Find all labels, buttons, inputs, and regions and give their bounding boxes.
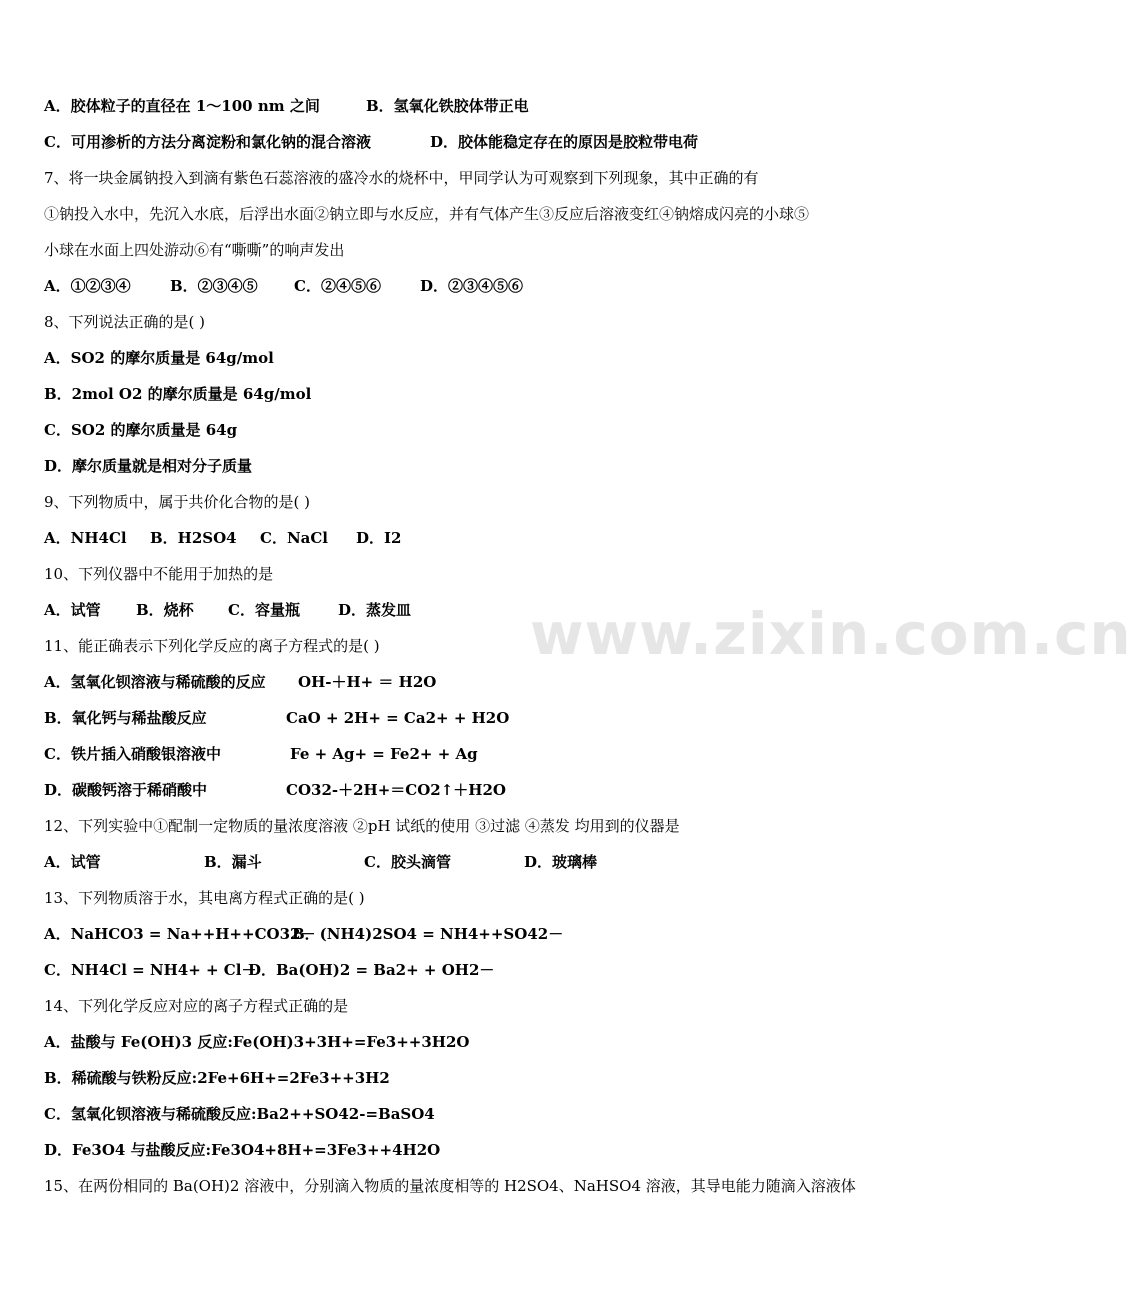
option-b: B．(NH4)2SO4 = NH4++SO42－: [292, 925, 564, 943]
option-b: B．烧杯: [136, 601, 194, 619]
option-c: C．胶头滴管: [364, 853, 451, 871]
option-equation: CO32-＋2H+＝CO2↑＋H2O: [286, 781, 506, 799]
q13-options-cd: [44, 959, 880, 981]
option-a: A．NaHCO3 = Na++H++CO32－: [44, 925, 316, 943]
option-equation: Fe + Ag+ = Fe2+ + Ag: [290, 745, 478, 763]
watermark: www.zixin.com.cn: [530, 600, 1132, 668]
option-a: A．NH4Cl: [44, 529, 127, 547]
q8-option-b: B．2mol O2 的摩尔质量是 64g/mol: [44, 385, 312, 403]
option-d: D．蒸发皿: [338, 601, 412, 619]
q15-stem: 15、在两份相同的 Ba(OH)2 溶液中，分别滴入物质的量浓度相等的 H2SO4、NaHSO4 溶液，其导电能力随滴入溶液体: [44, 1177, 856, 1195]
option-equation: CaO + 2H+ = Ca2+ + H2O: [286, 709, 510, 727]
q11-stem: 11、能正确表示下列化学反应的离子方程式的是( ): [44, 637, 380, 655]
q14-option-d: D．Fe3O4 与盐酸反应:Fe3O4+8H+=3Fe3++4H2O: [44, 1141, 441, 1159]
option-b: B．漏斗: [204, 853, 262, 871]
option-text: A．氢氧化钡溶液与稀硫酸的反应: [44, 673, 266, 691]
option-c: C．容量瓶: [228, 601, 300, 619]
q12-stem: 12、下列实验中①配制一定物质的量浓度溶液 ②pH 试纸的使用 ③过滤 ④蒸发 均用到的仪器是: [44, 817, 680, 835]
q11-option-c: [44, 743, 880, 765]
option-text: C．铁片插入硝酸银溶液中: [44, 745, 221, 763]
q6-options-cd: [44, 131, 880, 153]
option-a: A．胶体粒子的直径在 1～100 nm 之间: [44, 97, 320, 115]
option-d: D．②③④⑤⑥: [420, 277, 524, 295]
option-c: C．NH4Cl = NH4+ + Cl－: [44, 961, 257, 979]
q14-option-c: C．氢氧化钡溶液与稀硫酸反应:Ba2++SO42-=BaSO4: [44, 1105, 435, 1123]
q14-option-a: A．盐酸与 Fe(OH)3 反应:Fe(OH)3+3H+=Fe3++3H2O: [44, 1033, 470, 1051]
q13-stem: 13、下列物质溶于水，其电离方程式正确的是( ): [44, 889, 365, 907]
option-a: A．试管: [44, 601, 101, 619]
q11-option-a: [44, 671, 880, 693]
option-d: D．Ba(OH)2 = Ba2+ + OH2－: [248, 961, 495, 979]
q14-option-b: B．稀硫酸与铁粉反应:2Fe+6H+=2Fe3++3H2: [44, 1069, 390, 1087]
q9-options: [44, 527, 880, 549]
option-c: C．NaCl: [260, 529, 329, 547]
option-c: C．②④⑤⑥: [294, 277, 381, 295]
option-b: B．②③④⑤: [170, 277, 258, 295]
q8-option-c: C．SO2 的摩尔质量是 64g: [44, 421, 238, 439]
q13-options-ab: [44, 923, 880, 945]
option-a: A．①②③④: [44, 277, 131, 295]
option-text: B．氧化钙与稀盐酸反应: [44, 709, 207, 727]
q7-statements-cont: 小球在水面上四处游动⑥有“嘶嘶”的响声发出: [44, 241, 345, 259]
q12-options: [44, 851, 880, 873]
q7-statements: ①钠投入水中，先沉入水底，后浮出水面②钠立即与水反应，并有气体产生③反应后溶液变红④钠熔成闪亮的小球⑤: [44, 205, 810, 223]
q8-option-a: A．SO2 的摩尔质量是 64g/mol: [44, 349, 274, 367]
q9-stem: 9、下列物质中，属于共价化合物的是( ): [44, 493, 311, 511]
option-d: D．胶体能稳定存在的原因是胶粒带电荷: [430, 133, 699, 151]
option-a: A．试管: [44, 853, 101, 871]
q8-stem: 8、下列说法正确的是( ): [44, 313, 206, 331]
q8-option-d: D．摩尔质量就是相对分子质量: [44, 457, 253, 475]
q14-stem: 14、下列化学反应对应的离子方程式正确的是: [44, 997, 349, 1015]
q10-stem: 10、下列仪器中不能用于加热的是: [44, 565, 274, 583]
q11-option-d: [44, 779, 880, 801]
q6-options-ab: [44, 95, 880, 117]
option-d: D．I2: [356, 529, 402, 547]
q7-options: [44, 275, 880, 297]
option-equation: OH-＋H+ ＝ H2O: [298, 673, 437, 691]
option-d: D．玻璃棒: [524, 853, 598, 871]
q10-options: [44, 599, 880, 621]
q11-option-b: [44, 707, 880, 729]
option-b: B．H2SO4: [150, 529, 237, 547]
option-text: D．碳酸钙溶于稀硝酸中: [44, 781, 208, 799]
option-b: B．氢氧化铁胶体带正电: [366, 97, 529, 115]
q7-stem: 7、将一块金属钠投入到滴有紫色石蕊溶液的盛冷水的烧杯中，甲同学认为可观察到下列现象，其中正确的有: [44, 169, 759, 187]
option-c: C．可用渗析的方法分离淀粉和氯化钠的混合溶液: [44, 133, 371, 151]
